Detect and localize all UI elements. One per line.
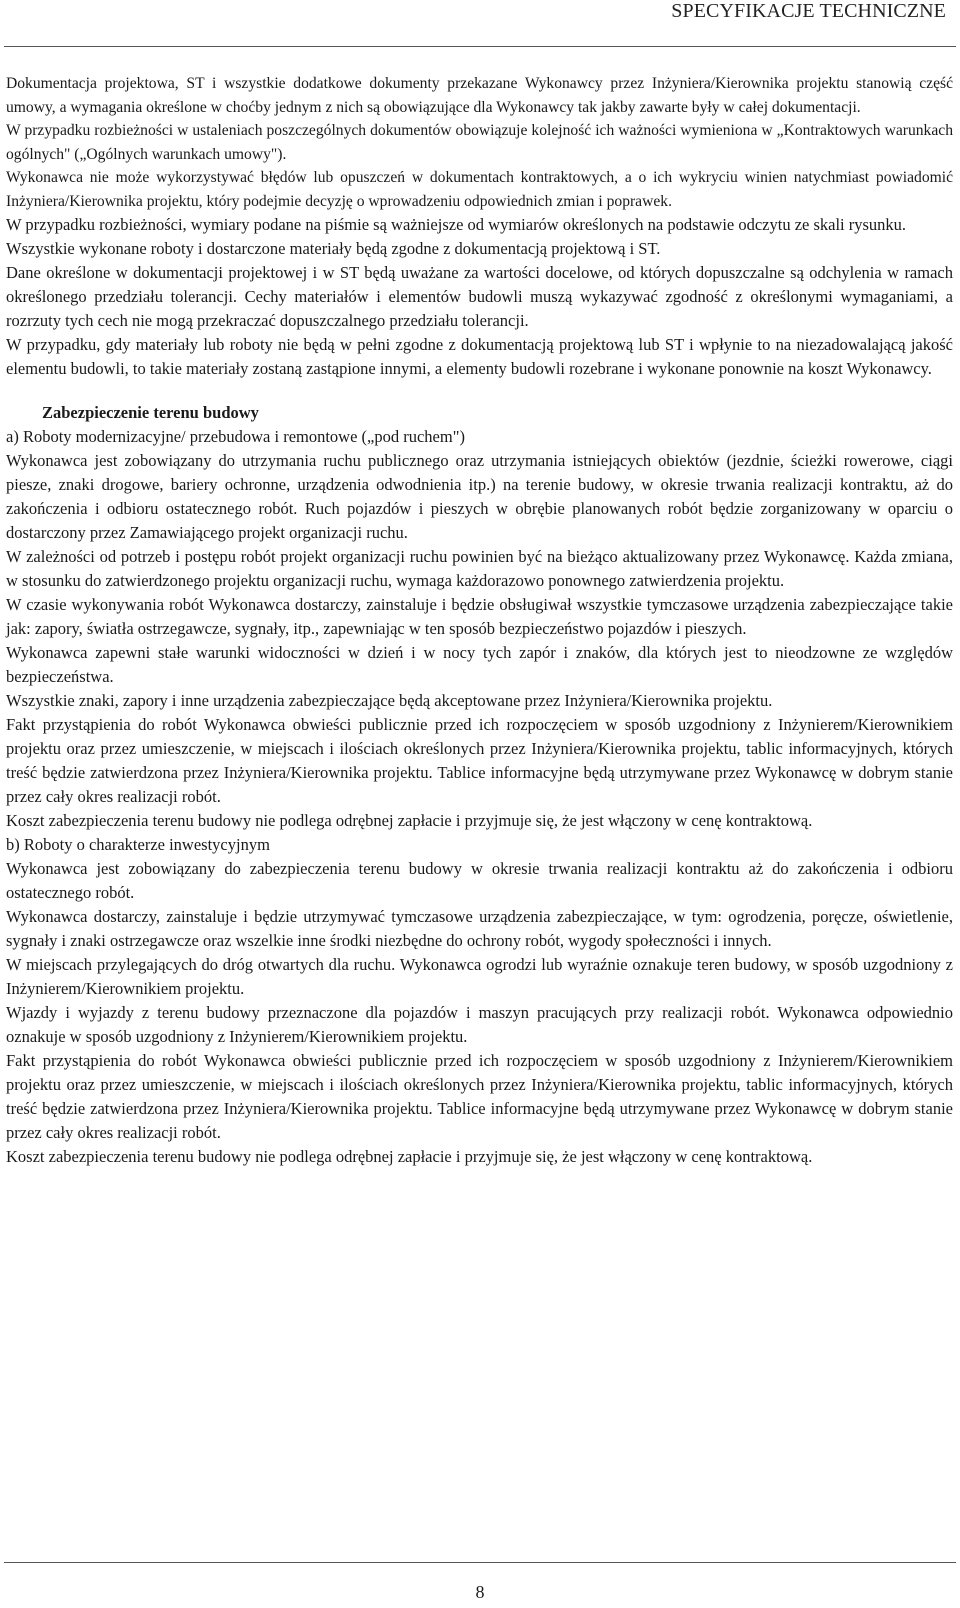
paragraph: Wszystkie wykonane roboty i dostarczone materiały będą zgodne z dokumentacją projektową i ST. (6, 239, 661, 258)
page-number: 8 (475, 1582, 485, 1602)
paragraph: Wszystkie znaki, zapory i inne urządzenia zabezpieczające będą akceptowane przez Inżyniera/Kierownika projektu. (6, 691, 773, 710)
paragraph: Dane określone w dokumentacji projektowej i w ST będą uważane za wartości docelowe, od których dopuszczalne są odchylenia w ramach określonego przedziału tolerancji. Cechy materiałów i elementów budowli muszą wykazywać zgodność z określonymi wymaganiami, a rozrzuty tych cech nie mogą przekraczać dopuszczalnego przedziału tolerancji. (6, 263, 953, 330)
paragraph: Dokumentacja projektowa, ST i wszystkie dodatkowe dokumenty przekazane Wykonawcy przez Inżyniera/Kierownika projektu stanowią część umowy, a wymagania określone w choćby jednym z nich są obowiązujące dla Wykonawcy tak jakby zawarte były w całej dokumentacji. (6, 75, 953, 116)
footer-divider (4, 1562, 956, 1563)
paragraph: W czasie wykonywania robót Wykonawca dostarczy, zainstaluje i będzie obsługiwał wszystkie tymczasowe urządzenia zabezpieczające takie jak: zapory, światła ostrzegawcze, sygnały, itp., zapewniając w ten sposób bezpieczeństwo pojazdów i pieszych. (6, 595, 953, 638)
paragraph: Wjazdy i wyjazdy z terenu budowy przeznaczone dla pojazdów i maszyn pracujących przy realizacji robót. Wykonawca odpowiednio oznakuje w sposób uzgodniony z Inżynierem/Kierownikiem projektu. (6, 1003, 953, 1046)
header-title: SPECYFIKACJE TECHNICZNE (671, 0, 946, 22)
paragraph: Wykonawca nie może wykorzystywać błędów lub opuszczeń w dokumentach kontraktowych, a o ich wykryciu winien natychmiast powiadomić Inżyniera/Kierownika projektu, który podejmie decyzję o wprowadzeniu odpowiednich zmian i poprawek. (6, 169, 953, 210)
subsection-heading-b: b) Roboty o charakterze inwestycyjnym (6, 835, 270, 854)
section-title: Zabezpieczenie terenu budowy (42, 403, 259, 422)
paragraph: W przypadku rozbieżności, wymiary podane na piśmie są ważniejsze od wymiarów określonych na podstawie odczytu ze skali rysunku. (6, 215, 907, 234)
document-body (6, 72, 953, 1169)
paragraph: W przypadku rozbieżności w ustaleniach poszczególnych dokumentów obowiązuje kolejność ich ważności wymieniona w „Kontraktowych warunkach ogólnych" („Ogólnych warunkach umowy"). (6, 122, 953, 163)
paragraph: Fakt przystąpienia do robót Wykonawca obwieści publicznie przed ich rozpoczęciem w sposób uzgodniony z Inżynierem/Kierownikiem projektu oraz przez umieszczenie, w miejscach i ilościach określonych przez Inżyniera/Kierownika projektu, tablic informacyjnych, których treść będzie zatwierdzona przez Inżyniera/Kierownika projektu. Tablice informacyjne będą utrzymywane przez Wykonawcę w dobrym stanie przez cały okres realizacji robót. (6, 715, 953, 806)
header-divider (4, 46, 956, 47)
paragraph: Fakt przystąpienia do robót Wykonawca obwieści publicznie przed ich rozpoczęciem w sposób uzgodniony z Inżynierem/Kierownikiem projektu oraz przez umieszczenie, w miejscach i ilościach określonych przez Inżyniera/Kierownika projektu, tablic informacyjnych, których treść będzie zatwierdzona przez Inżyniera/Kierownika projektu. Tablice informacyjne będą utrzymywane przez Wykonawcę w dobrym stanie przez cały okres realizacji robót. (6, 1051, 953, 1142)
paragraph: Koszt zabezpieczenia terenu budowy nie podlega odrębnej zapłacie i przyjmuje się, że jest włączony w cenę kontraktową. (6, 1147, 813, 1166)
page-header (0, 0, 960, 46)
paragraph: W przypadku, gdy materiały lub roboty nie będą w pełni zgodne z dokumentacją projektową lub ST i wpłynie to na niezadowalającą jakość elementu budowli, to takie materiały zostaną zastąpione innymi, a elementy budowli rozebrane i wykonane ponownie na koszt Wykonawcy. (6, 335, 953, 378)
paragraph: Wykonawca zapewni stałe warunki widoczności w dzień i w nocy tych zapór i znaków, dla których jest to nieodzowne ze względów bezpieczeństwa. (6, 643, 953, 686)
paragraph: Wykonawca jest zobowiązany do utrzymania ruchu publicznego oraz utrzymania istniejących obiektów (jezdnie, ścieżki rowerowe, ciągi piesze, znaki drogowe, bariery ochronne, urządzenia odwodnienia itp.) na terenie budowy, w okresie trwania realizacji kontraktu, aż do zakończenia i odbioru ostatecznego robót. Ruch pojazdów i pieszych w obrębie planowanych robót będzie zorganizowany w oparciu o dostarczony przez Zamawiającego projekt organizacji ruchu. (6, 451, 953, 542)
paragraph: W miejscach przylegających do dróg otwartych dla ruchu. Wykonawca ogrodzi lub wyraźnie oznakuje teren budowy, w sposób uzgodniony z Inżynierem/Kierownikiem projektu. (6, 955, 953, 998)
paragraph: Wykonawca jest zobowiązany do zabezpieczenia terenu budowy w okresie trwania realizacji kontraktu aż do zakończenia i odbioru ostatecznego robót. (6, 859, 953, 902)
paragraph: Koszt zabezpieczenia terenu budowy nie podlega odrębnej zapłacie i przyjmuje się, że jest włączony w cenę kontraktową. (6, 811, 813, 830)
paragraph: Wykonawca dostarczy, zainstaluje i będzie utrzymywać tymczasowe urządzenia zabezpieczające, w tym: ogrodzenia, poręcze, oświetlenie, sygnały i znaki ostrzegawcze oraz wszelkie inne środki niezbędne do ochrony robót, wygody społeczności i innych. (6, 907, 953, 950)
subsection-heading-a: a) Roboty modernizacyjne/ przebudowa i remontowe („pod ruchem") (6, 427, 465, 446)
paragraph: W zależności od potrzeb i postępu robót projekt organizacji ruchu powinien być na bieżąco aktualizowany przez Wykonawcę. Każda zmiana, w stosunku do zatwierdzonego projektu organizacji ruchu, wymaga każdorazowo ponownego zatwierdzenia projektu. (6, 547, 953, 590)
